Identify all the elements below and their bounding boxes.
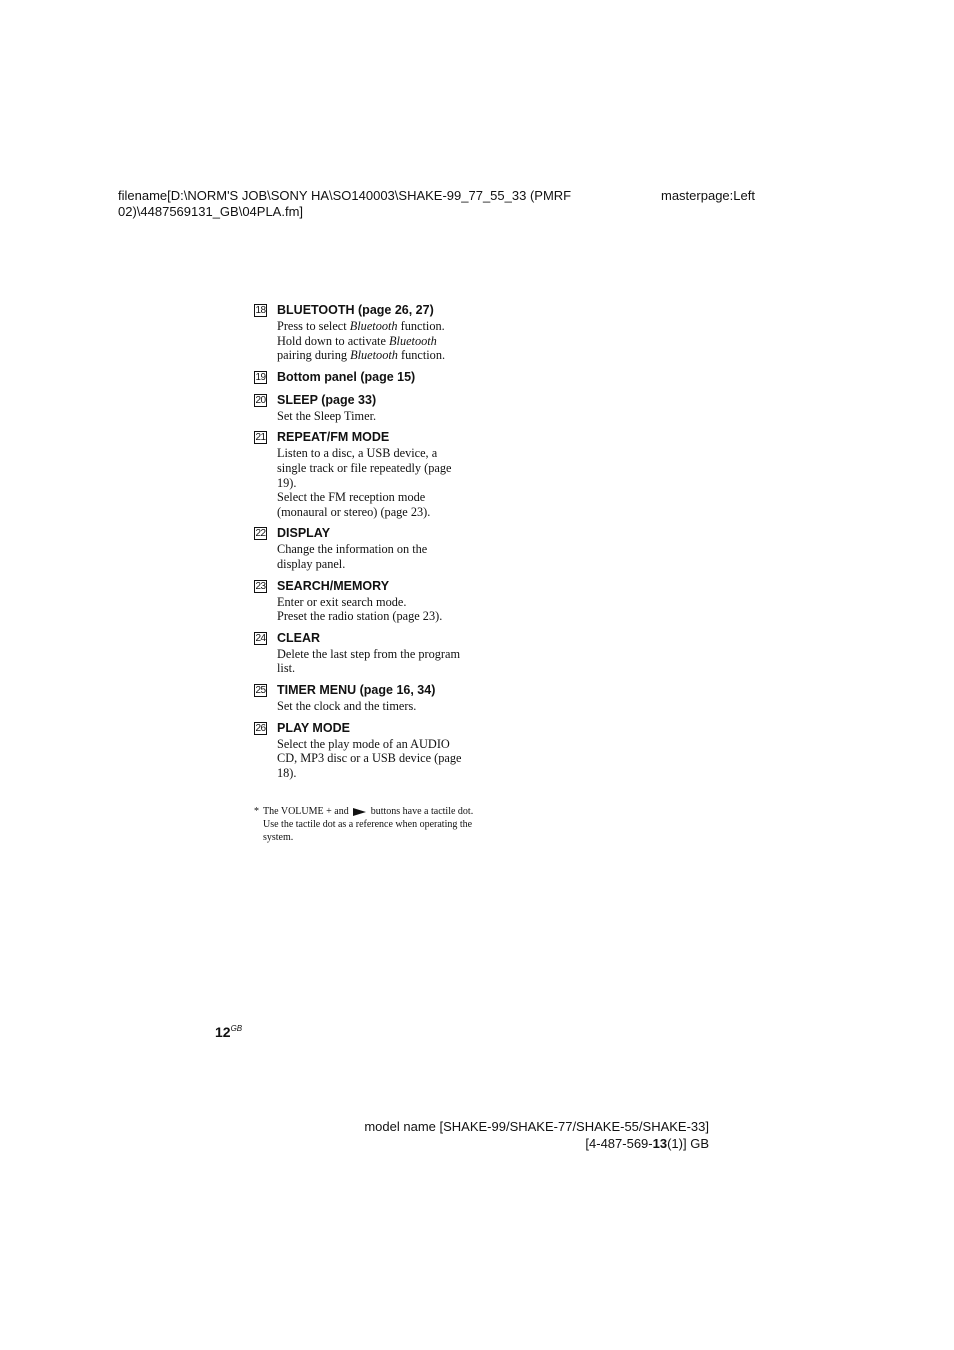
- parts-list: [254, 302, 474, 786]
- item-title: TIMER MENU (page 16, 34): [277, 682, 436, 697]
- list-item-20: [254, 392, 474, 424]
- footnote: [254, 805, 474, 844]
- item-number: 26: [255, 722, 266, 734]
- list-item-23: [254, 578, 474, 624]
- list-item-25: [254, 682, 474, 714]
- footnote-marker: *: [254, 806, 259, 817]
- footer-model: [300, 1118, 709, 1152]
- footnote-text: The VOLUME + and buttons have a tactile dot. Use the tactile dot as a reference when operating the system.: [263, 806, 474, 843]
- item-description: Change the information on the display panel.: [277, 542, 428, 571]
- page-number-suffix: GB: [230, 1024, 243, 1033]
- item-title: CLEAR: [277, 630, 321, 645]
- item-title: REPEAT/FM MODE: [277, 430, 390, 445]
- item-description: Enter or exit search mode. Preset the radio station (page 23).: [277, 594, 443, 624]
- item-number: 25: [255, 684, 266, 696]
- item-description: Select the play mode of an AUDIO CD, MP3 disc or a USB device (page 18).: [277, 736, 462, 780]
- item-number: 21: [255, 432, 266, 444]
- document-code: [4-487-569-13(1)] GB: [585, 1136, 709, 1151]
- play-icon: [353, 808, 366, 816]
- item-description: Delete the last step from the program list.: [277, 646, 461, 676]
- item-title: PLAY MODE: [277, 720, 350, 735]
- item-title: Bottom panel (page 15): [277, 369, 416, 384]
- item-title: BLUETOOTH (page 26, 27): [277, 303, 434, 317]
- item-description: Set the clock and the timers.: [277, 698, 417, 713]
- item-title: SEARCH/MEMORY: [277, 578, 390, 593]
- list-item-26: [254, 720, 474, 781]
- list-item-22: [254, 525, 474, 571]
- header-filename: filename[D:\NORM'S JOB\SONY HA\SO140003\SHAKE-99_77_55_33 (PMRF 02)\4487569131_GB\04PLA.fm]: [118, 188, 572, 219]
- item-title: DISPLAY: [277, 526, 331, 541]
- page-number: $12^{GB}$: [215, 1024, 243, 1040]
- item-number: 24: [255, 632, 266, 644]
- list-item-24: [254, 630, 474, 676]
- item-title: SLEEP (page 33): [277, 392, 377, 407]
- list-item-19: [254, 369, 474, 386]
- header-masterpage: masterpage:Left: [661, 188, 755, 203]
- list-item-18: [254, 302, 474, 363]
- item-description: Press to select Bluetooth function. Hold down to activate Bluetooth pairing during Bluetooth function.: [277, 319, 446, 363]
- item-description: Listen to a disc, a USB device, a single track or file repeatedly (page 19). Select the FM reception mode (monaural or stereo) (page 23).: [277, 446, 452, 519]
- item-number: 22: [255, 528, 266, 540]
- model-name: model name [SHAKE-99/SHAKE-77/SHAKE-55/SHAKE-33]: [364, 1119, 709, 1134]
- item-number: 19: [255, 371, 266, 383]
- item-description: Set the Sleep Timer.: [277, 408, 377, 423]
- item-number: 23: [255, 580, 266, 592]
- item-number: 20: [255, 394, 266, 406]
- list-item-21: [254, 429, 474, 519]
- item-number: 18: [255, 305, 266, 316]
